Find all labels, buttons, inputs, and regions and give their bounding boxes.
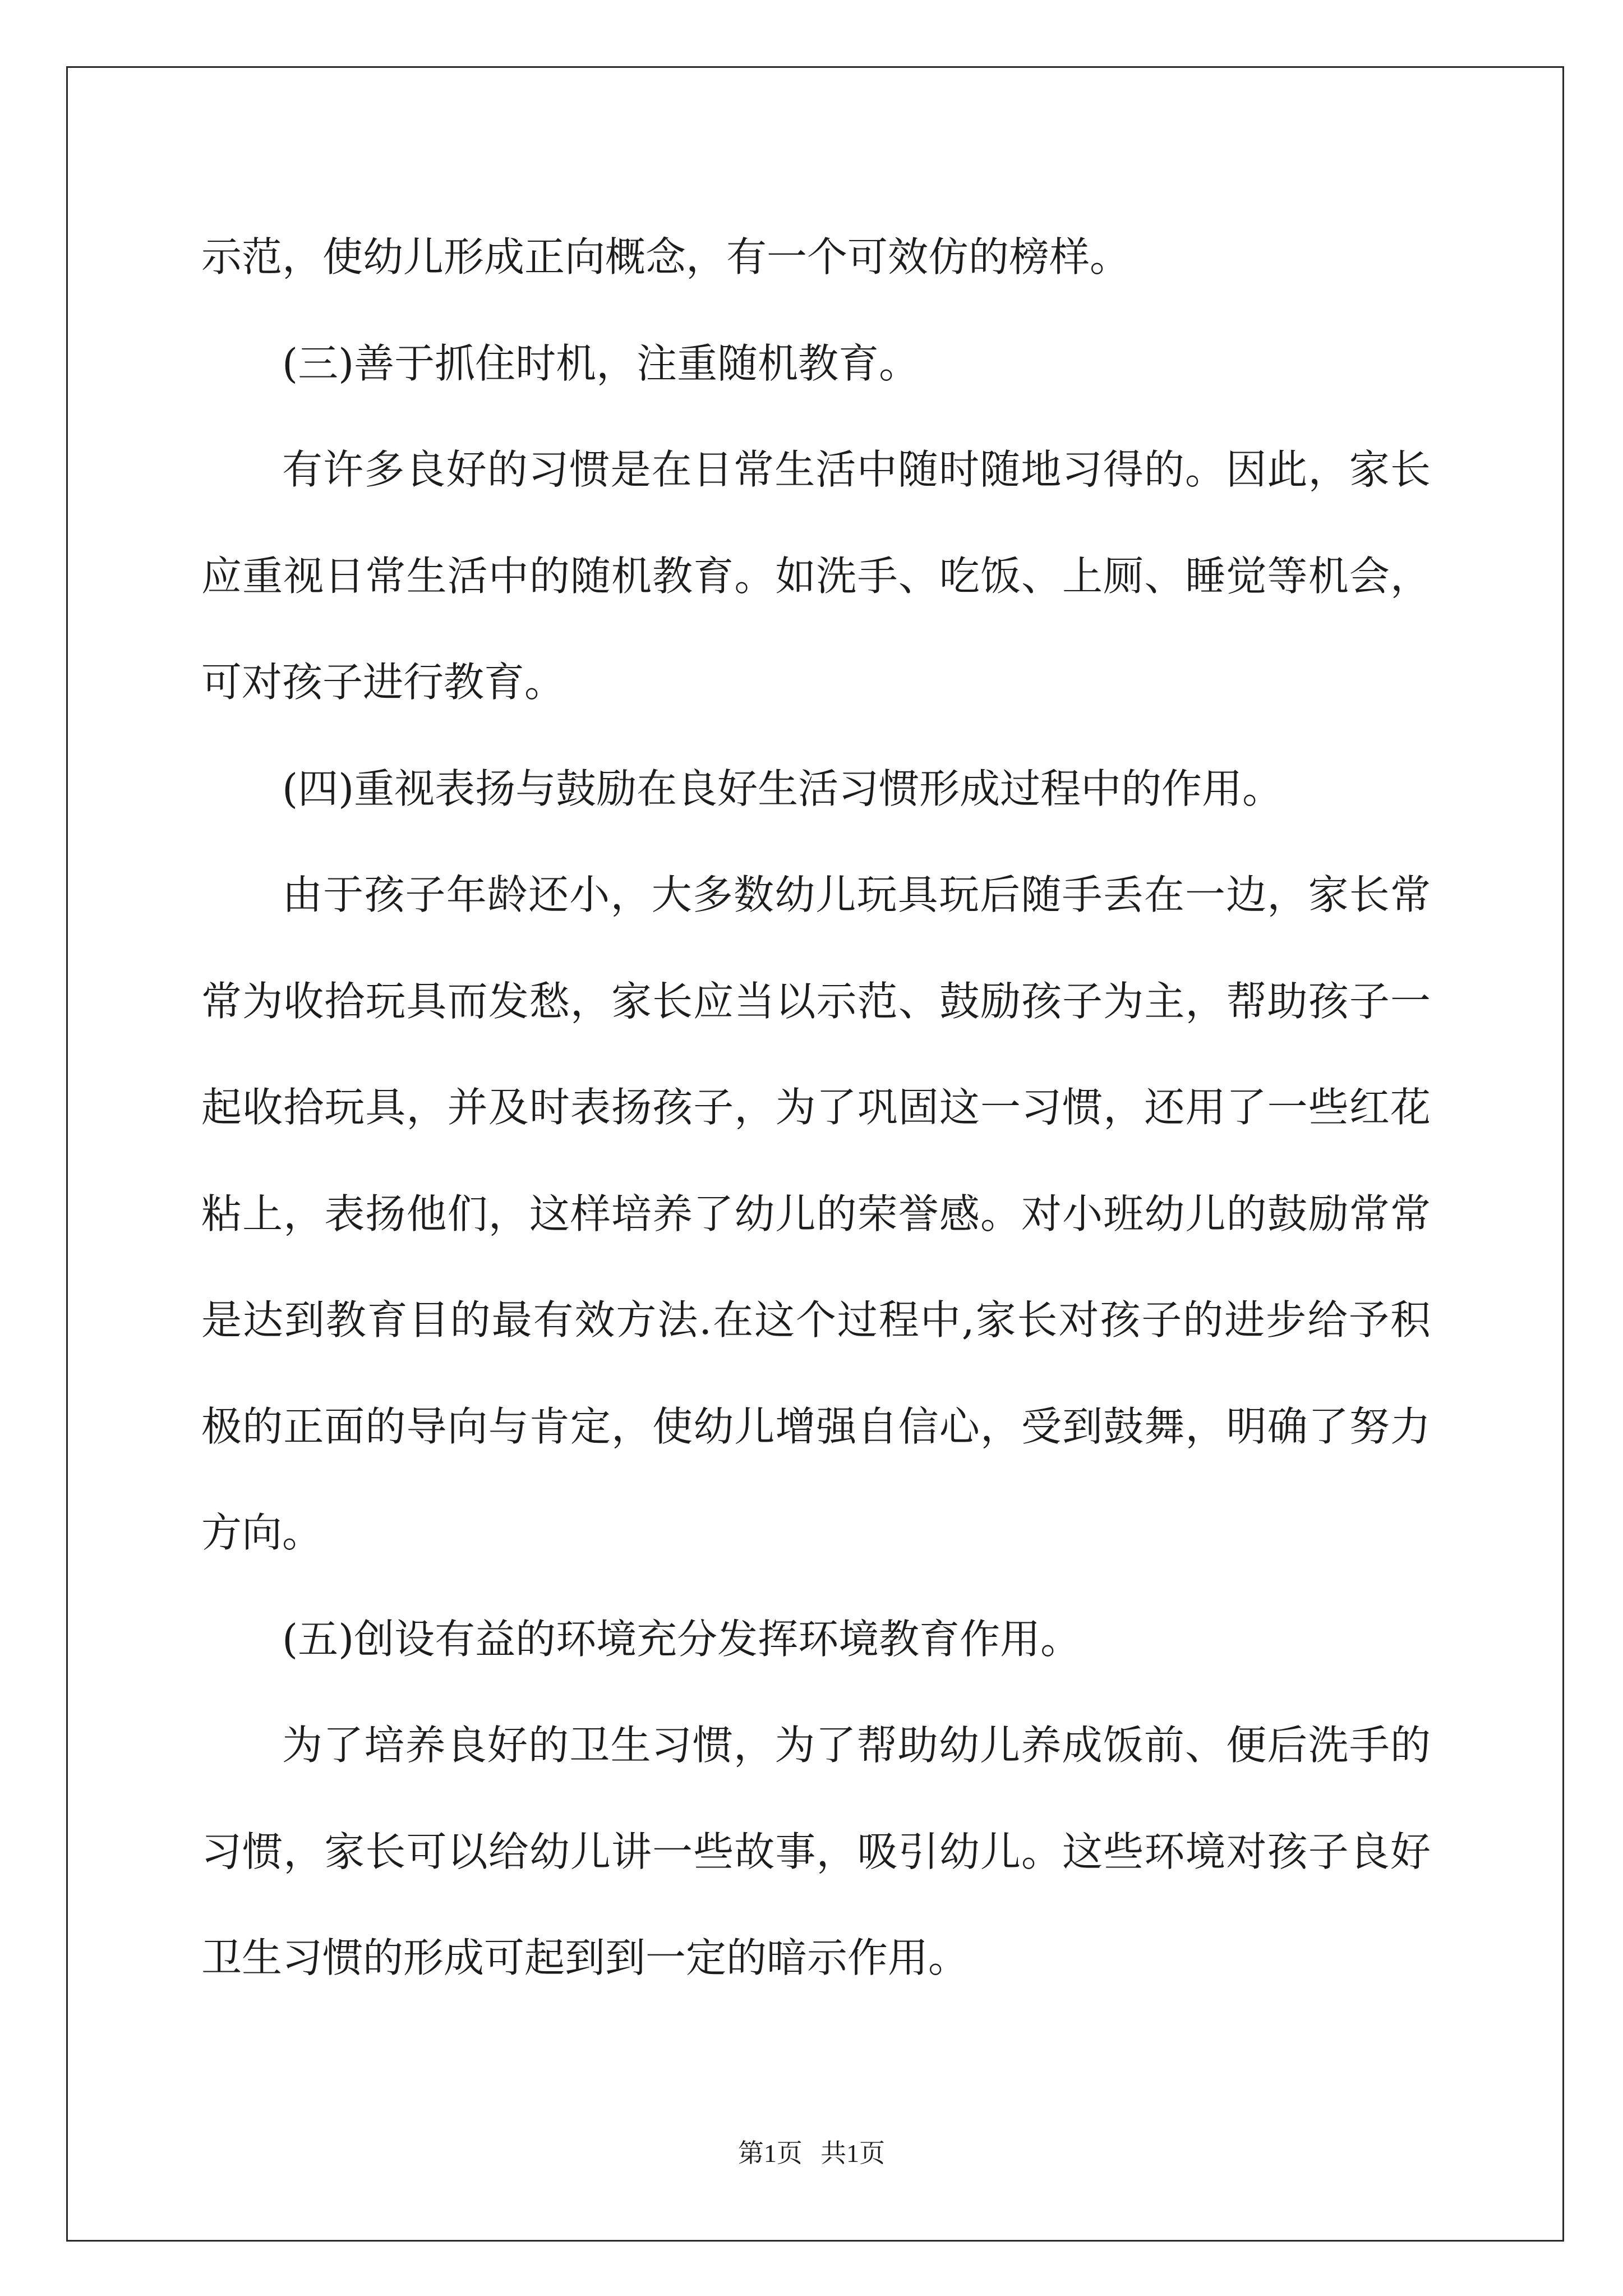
page-footer: 第1页 共1页 [737, 2139, 886, 2168]
paragraph-line: 方向。 [201, 1509, 323, 1556]
paragraph-line: 为了培养良好的卫生习惯，为了帮助幼儿养成饭前、便后洗手的 [282, 1722, 1431, 1769]
paragraph-line: 示范，使幼儿形成正向概念，有一个可效仿的榜样。 [201, 233, 1131, 280]
paragraph-line: 起收拾玩具，并及时表扬孩子，为了巩固这一习惯，还用了一些红花 [201, 1084, 1431, 1131]
paragraph [201, 842, 1431, 1586]
paragraph-line: 可对孩子进行教育。 [201, 659, 565, 706]
paragraph-line: 卫生习惯的形成可起到到一定的暗示作用。 [201, 1934, 969, 1981]
section-heading [201, 736, 1431, 843]
document-body [201, 204, 1431, 2012]
paragraph [201, 204, 1431, 311]
paragraph-line: 由于孩子年龄还小，大多数幼儿玩具玩后随手丢在一边，家长常 [282, 871, 1431, 918]
paragraph-line: 极的正面的导向与肯定，使幼儿增强自信心，受到鼓舞，明确了努力 [201, 1402, 1431, 1450]
paragraph-line: 应重视日常生活中的随机教育。如洗手、吃饭、上厕、睡觉等机会， [201, 552, 1431, 600]
section-heading [201, 311, 1431, 417]
paragraph-line: 粘上，表扬他们，这样培养了幼儿的荣誉感。对小班幼儿的鼓励常常 [201, 1190, 1431, 1237]
section-heading-text: (四)重视表扬与鼓励在良好生活习惯形成过程中的作用。 [282, 765, 1283, 812]
paragraph-line: 是达到教育目的最有效方法.在这个过程中,家长对孩子的进步给予积 [201, 1296, 1431, 1343]
paragraph [201, 417, 1431, 736]
section-heading-text: (三)善于抓住时机，注重随机教育。 [282, 339, 920, 387]
section-heading [201, 1586, 1431, 1693]
paragraph-line: 有许多良好的习惯是在日常生活中随时随地习得的。因此，家长 [282, 446, 1431, 493]
section-heading-text: (五)创设有益的环境充分发挥环境教育作用。 [282, 1615, 1081, 1663]
paragraph-line: 常为收拾玩具而发愁，家长应当以示范、鼓励孩子为主，帮助孩子一 [201, 977, 1431, 1025]
paragraph-line: 习惯，家长可以给幼儿讲一些故事，吸引幼儿。这些环境对孩子良好 [201, 1828, 1431, 1875]
paragraph [201, 1692, 1431, 2012]
